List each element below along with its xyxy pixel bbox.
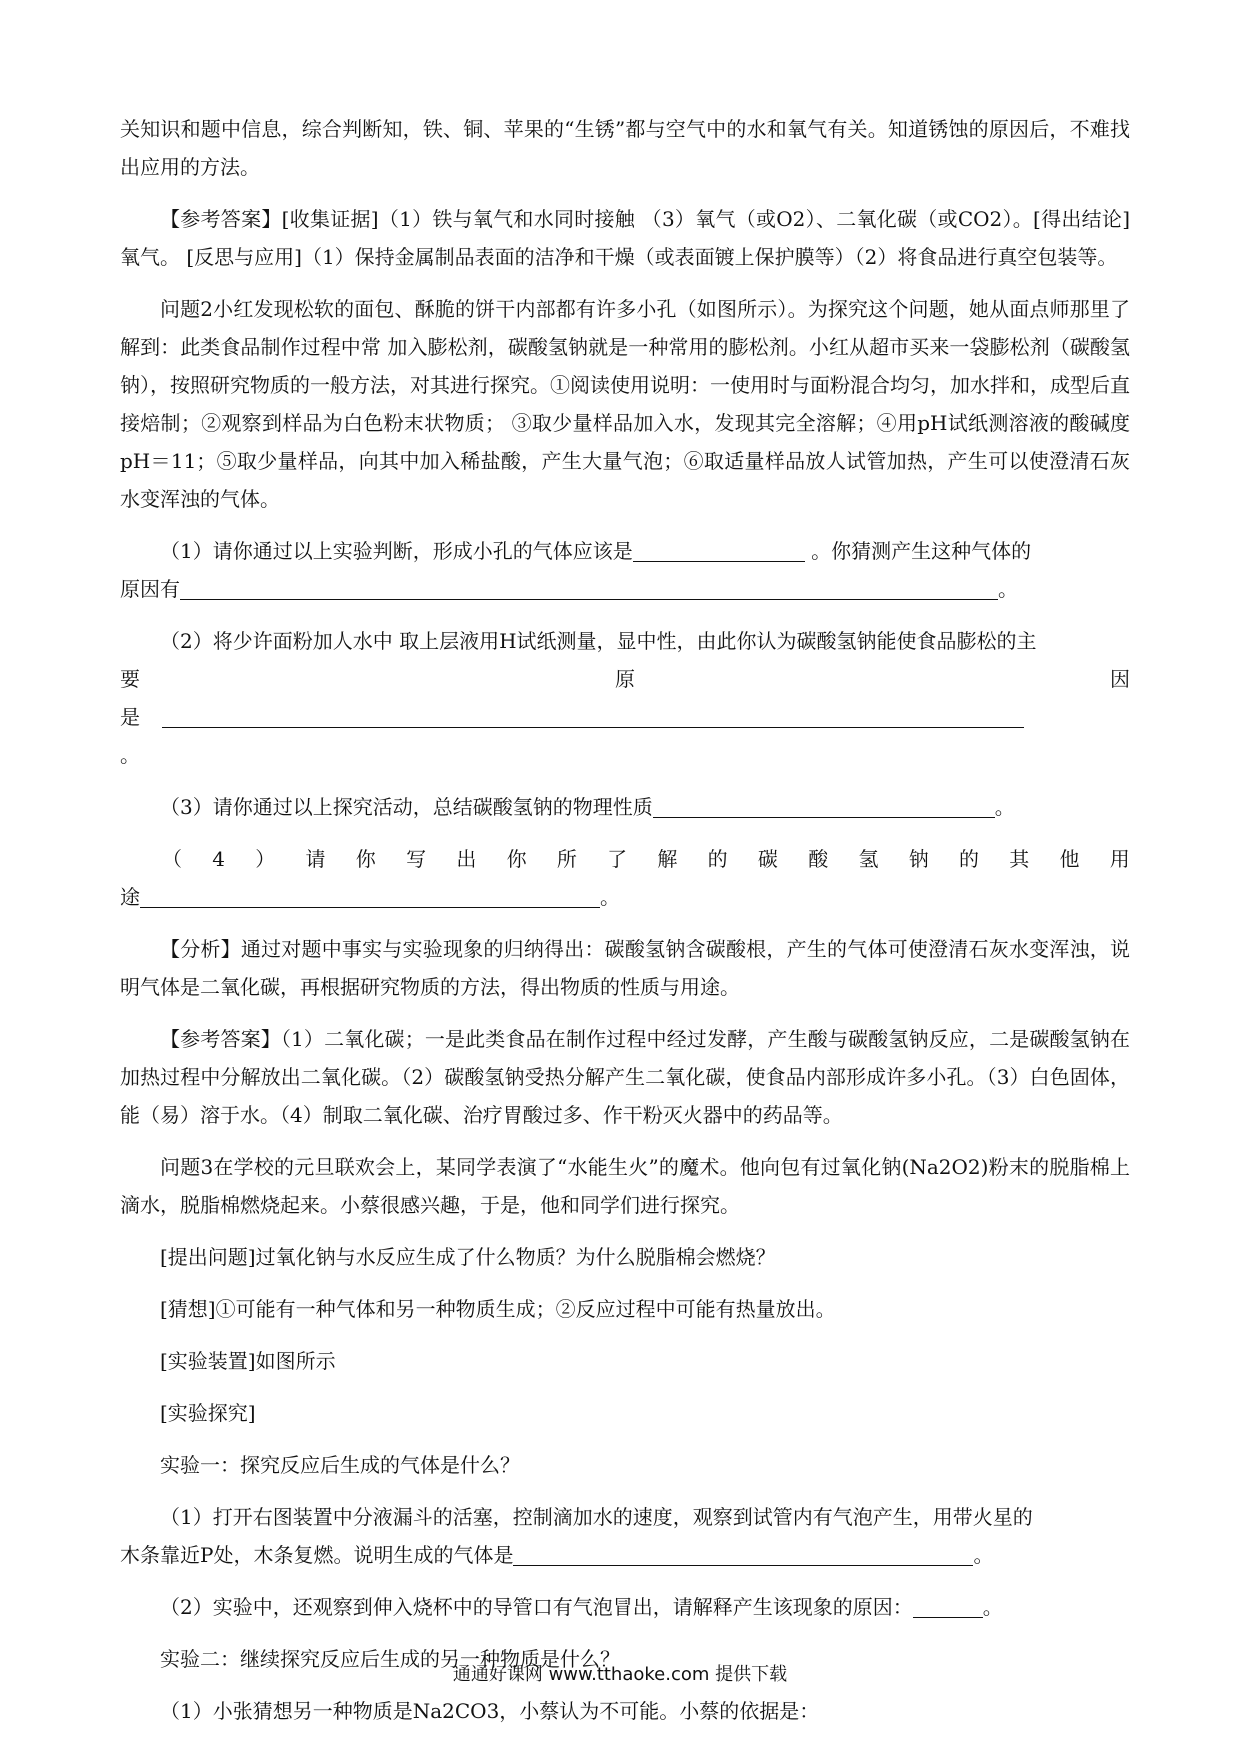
q2-word-1: 要 (120, 667, 140, 691)
q4-char: 写 (406, 847, 427, 871)
q1-line-2 (120, 570, 1130, 608)
q4-char: 4 (212, 847, 225, 871)
q2-end: 。 (120, 743, 140, 767)
q4-spread-line (120, 840, 1130, 878)
q3-end: 。 (994, 795, 1015, 819)
e2-line (120, 1588, 1130, 1626)
para-guess: [猜想]①可能有一种气体和另一种物质生成；②反应过程中可能有热量放出。 (160, 1297, 836, 1321)
para-answer-1: 【参考答案】[收集证据]（1）铁与氧气和水同时接触 （3）氧气（或O2）、二氧化碳（或CO2）。[得出结论] 氧气。 [反思与应用]（1）保持金属制品表面的洁净和干燥（或表面镀上保护膜等）（2）将食品进行真空包装等。 (120, 207, 1130, 269)
document-body (120, 110, 1130, 1730)
q3-text: （3）请你通过以上探究活动，总结碳酸氢钠的物理性质 (160, 795, 653, 819)
page-footer: 通通好课网 www.tthaoke.com 提供下载 (452, 1664, 788, 1685)
e2-blank-reason (913, 1593, 983, 1618)
e1-text: 木条靠近P处，木条复燃。说明生成的气体是 (120, 1543, 514, 1567)
q1-text: （1）请你通过以上实验判断，形成小孔的气体应该是 (160, 539, 633, 563)
q4-char: 他 (1059, 847, 1080, 871)
para-question-3: 问题3在学校的元旦联欢会上，某同学表演了“水能生火”的魔术。他向包有过氧化钠(Na2O2)粉末的脱脂棉上滴水，脱脂棉燃烧起来。小蔡很感兴趣，于是，他和同学们进行探究。 (120, 1155, 1130, 1217)
q4-char: 了 (607, 847, 628, 871)
para-answer-2: 【参考答案】（1）二氧化碳；一是此类食品在制作过程中经过发酵，产生酸与碳酸氢钠反应，二是碳酸氢钠在加热过程中分解放出二氧化碳。（2）碳酸氢钠受热分解产生二氧化碳，使食品内部形成许多小孔。（3）白色固体，能（易）溶于水。（4）制取二氧化碳、治疗胃酸过多、作干粉灭火器中的药品等。 (120, 1027, 1130, 1127)
para-rust-summary: 关知识和题中信息，综合判断知，铁、铜、苹果的“生锈”都与空气中的水和氧气有关。知道锈蚀的原因后，不难找出应用的方法。 (120, 117, 1130, 179)
q4-line-2 (120, 878, 1130, 916)
para-analysis: 【分析】通过对题中事实与实验现象的归纳得出：碳酸氢钠含碳酸根，产生的气体可使澄清石灰水变浑浊，说明气体是二氧化碳，再根据研究物质的方法，得出物质的性质与用途。 (120, 937, 1130, 999)
q4-char: 解 (657, 847, 678, 871)
q4-char: 你 (355, 847, 376, 871)
q2-line-3 (120, 698, 1130, 736)
q4-char: ） (255, 847, 276, 871)
q4-char: 的 (707, 847, 728, 871)
q2-word-2: 原 (615, 667, 635, 691)
q1-line (120, 532, 1130, 570)
para-question-2: 问题2小红发现松软的面包、酥脆的饼干内部都有许多小孔（如图所示）。为探究这个问题，她从面点师那里了解到：此类食品制作过程中常 加入膨松剂，碳酸氢钠就是一种常用的膨松剂。小红从超市买来一袋膨松剂（碳酸氢钠），按照研究物质的一般方法，对其进行探究。①阅读使用说明：一使用时与面粉混合均匀，加水拌和，成型后直接焙制；②观察到样品为白色粉末状物质； ③取少量样品加入水，发现其完全溶解；④用pH试纸测溶液的酸碱度pH＝11；⑤取少量样品，向其中加入稀盐酸，产生大量气泡；⑥取适量样品放人试管加热，产生可以使澄清石灰水变浑浊的气体。 (120, 297, 1130, 511)
q4-char: 你 (506, 847, 527, 871)
e1-line: （1）打开右图装置中分液漏斗的活塞，控制滴加水的速度，观察到试管内有气泡产生，用带火星的 (160, 1505, 1033, 1529)
e2-end: 。 (982, 1595, 1003, 1619)
q4-text: 途 (120, 885, 140, 909)
e1-blank-gas (513, 1541, 973, 1566)
para-device: [实验装置]如图所示 (160, 1349, 336, 1373)
q4-char: 用 (1109, 847, 1130, 871)
q1-text-2: 。你猜测产生这种气体的 (811, 539, 1032, 563)
q1-blank-reason (180, 575, 998, 600)
q2-line: （2）将少许面粉加人水中 取上层液用H试纸测量，显中性，由此你认为碳酸氢钠能使食品膨松的主 (160, 629, 1037, 653)
q4-char: 碳 (757, 847, 778, 871)
q1-text-3: 原因有 (120, 577, 180, 601)
q4-char: 的 (958, 847, 979, 871)
q3-line (120, 788, 1130, 826)
q4-end: 。 (600, 885, 620, 909)
e2-text: （2）实验中，还观察到伸入烧杯中的导管口有气泡冒出，请解释产生该现象的原因： (160, 1595, 913, 1619)
q4-char: 酸 (808, 847, 829, 871)
q4-char: 氢 (858, 847, 879, 871)
para-ask: [提出问题]过氧化钠与水反应生成了什么物质？为什么脱脂棉会燃烧？ (160, 1245, 776, 1269)
q4-char: 请 (305, 847, 326, 871)
q1-end: 。 (998, 577, 1018, 601)
q4-char: 其 (1009, 847, 1030, 871)
q1-blank-gas (633, 537, 805, 562)
para-e3: （1）小张猜想另一种物质是Na2CO3，小蔡认为不可能。小蔡的依据是： (160, 1699, 820, 1723)
e1-end: 。 (973, 1543, 994, 1567)
q2-blank-reason (162, 703, 1024, 728)
q2-word-3: 因 (1110, 667, 1130, 691)
q4-char: 所 (556, 847, 577, 871)
para-exp2: 实验二：继续探究反应后生成的另一种物质是什么？ (160, 1647, 620, 1671)
q4-char: 钠 (908, 847, 929, 871)
q3-blank-property (653, 793, 995, 818)
para-exp1: 实验一：探究反应后生成的气体是什么？ (160, 1453, 520, 1477)
e1-line-2 (120, 1536, 1130, 1574)
q4-char: （ (162, 847, 182, 871)
q2-spread-line (120, 660, 1130, 698)
q4-blank-usage (140, 883, 600, 908)
para-explore: [实验探究] (160, 1401, 256, 1425)
q2-word-4: 是 (120, 705, 140, 729)
q4-char: 出 (456, 847, 477, 871)
